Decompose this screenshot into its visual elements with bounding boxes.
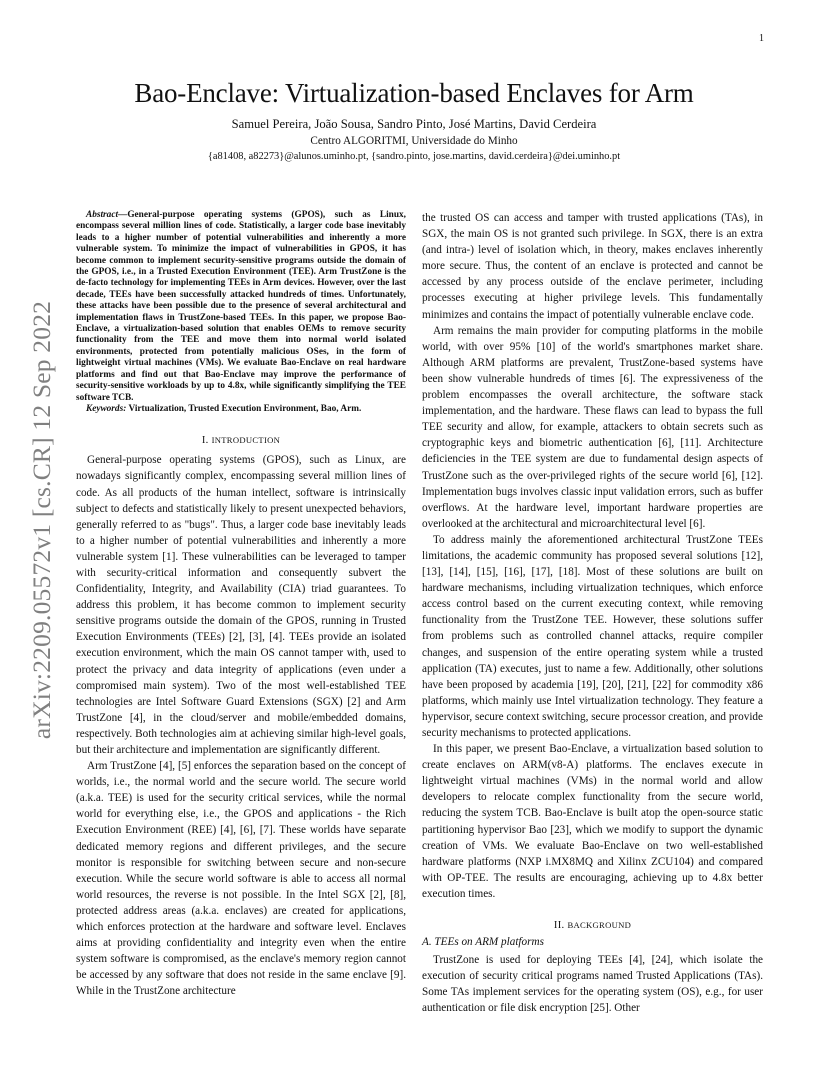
intro-paragraph-5: To address mainly the aforementioned architectural TrustZone TEEs limitations, the academic community has proposed several solutions [12], [13], [14], [15], [16], [17], [18]. Most of these solutions are built on hardware mechanisms, including virtualization techniques, which enforce access control based on the current executing context, while removing functionality from the TrustZone TEE. However, these solutions suffer from problems such as controlled channel attacks, require compiler changes, and suspension of the entire operating system while a trusted application (TA) executes, just to name a few. Additionally, other solutions have been proposed by academia [19], [20], [21], [22] for commodity x86 platforms, which mainly use Intel virtualization technology. They feature a hypervisor, secure context switching, secure processor creation, and provide security mechanisms to protected applications. <box>422 533 763 739</box>
email-addresses: {a81408, a82273}@alunos.uminho.pt, {sandro.pinto, jose.martins, david.cerdeira}@dei.uminho.pt <box>207 151 621 162</box>
section-heading-background: II. BACKGROUND <box>553 920 632 932</box>
keywords-text: Virtualization, Trusted Execution Environment, Bao, Arm. <box>126 403 362 414</box>
right-column <box>422 210 763 1016</box>
left-column <box>76 210 406 1000</box>
intro-paragraph-4: Arm remains the main provider for computing platforms in the mobile world, with over 95% [10] of the world's smartphones market share. Although ARM platforms are prevalent, TrustZone-based systems have been show vulnerable hundreds of times [6]. The expressiveness of the problem encompasses the overall architecture, the software stack implementation, and the hardware. These flaws can lead to bypass the full TEE security and allow, for example, attackers to obtain secrets such as cryptographic keys and biometric authentication [6], [11]. Architecture deficiencies in the TEE system are due to fundamental design aspects of TrustZone such as the over-privileged rights of the secure world [6], [12]. Implementation bugs involves classic input validation errors, such as buffer overflows. At the hardware level, important hardware properties are overlooked at the architectural and microarchitectural level [6]. <box>422 324 763 530</box>
abstract-label: Abstract <box>86 210 119 220</box>
author-list: Samuel Pereira, João Sousa, Sandro Pinto, José Martins, David Cerdeira <box>231 117 597 131</box>
section-heading-introduction: I. INTRODUCTION <box>201 435 281 447</box>
intro-paragraph-3: the trusted OS can access and tamper with trusted applications (TAs), in SGX, the main OS is not granted such privilege. In SGX, there is an extra (and intra-) level of isolation which, in theory, makes enclaves inherently more secure. Thus, the content of an enclave is protected and cannot be accessed by any process outside of the enclave perimeter, including processes executing at higher privilege levels. This fundamentally minimizes and contains the impact of potentially vulnerable enclave code. <box>422 212 763 321</box>
intro-paragraph-2: Arm TrustZone [4], [5] enforces the separation based on the concept of worlds, i.e., the normal world and the secure world. The secure world (a.k.a. TEE) is used for the security critical services, while the normal world for everything else, i.e., the GPOS and applications - the Rich Execution Environment (REE) [4], [6], [7]. These worlds have separate dedicated memory regions and different privileges, and the secure monitor is responsible for switching between secure and non-secure execution. While the secure world software is able to access all normal world resources, the reverse is not possible. In the Intel SGX [2], [8], protected address areas (a.k.a. enclaves) are created for applications, which enforces protection at the hardware and software level. Enclaves aims at providing confidentiality and integrity even when the entire system software is compromised, as the enclave's memory region cannot be accessed by any software that does not reside in the same enclave [9]. While in the TrustZone architecture <box>76 760 406 998</box>
background-paragraph-1: TrustZone is used for deploying TEEs [4], [24], which isolate the execution of security critical programs named Trusted Applications (TAs). Some TAs implement services for the operating system (OS), e.g., for user authentication or file disk encryption [25]. Other <box>422 954 763 1015</box>
affiliation: Centro ALGORITMI, Universidade do Minho <box>310 135 518 147</box>
arxiv-identifier: arXiv:2209.05572v1 [cs.CR] 12 Sep 2022 <box>27 300 56 740</box>
arxiv-watermark <box>20 290 64 750</box>
keywords <box>76 404 406 415</box>
abstract <box>76 210 406 404</box>
keywords-label: Keywords: <box>86 403 127 414</box>
paper-title: Bao-Enclave: Virtualization-based Enclaves for Arm <box>134 78 694 108</box>
intro-paragraph-6: In this paper, we present Bao-Enclave, a virtualization based solution to create enclaves on ARM(v8-A) platforms. The enclaves execute in lightweight virtual machines (VMs) in the normal world and allow developers to relocate complex functionality from the secure world, reducing the system TCB. Bao-Enclave is built atop the open-source static partitioning hypervisor Bao [23], which we modify to support the dynamic creation of VMs. We evaluate Bao-Enclave on two well-established hardware platforms (NXP i.MX8MQ and Xilinx ZCU104) and compared with OP-TEE. The results are encouraging, achieving up to 4.8x better execution times. <box>422 743 763 900</box>
subsection-heading-tees: A. TEEs on ARM platforms <box>422 936 544 949</box>
page-number: 1 <box>759 33 764 44</box>
intro-paragraph-1: General-purpose operating systems (GPOS), such as Linux, are nowadays significantly complex, encompassing several million lines of code. As all products of the human intellect, software is intrinsically subject to defects and statistically likely to present unexpected behaviors, generally referred to as "bugs". Thus, a larger code base inevitably leads to a higher number of potential vulnerabilities and inherently a more vulnerable system [1]. These vulnerabilities can be leveraged to tamper with security-critical information and consequently subvert the Confidentiality, Integrity, and Availability (CIA) triad guarantees. To address this problem, it has become common to implement security sensitive programs outside the domain of the GPOS, running in Trusted Execution Environments (TEEs) [2], [3], [4]. TEEs provide an isolated execution environment, which the main OS cannot tamper with, used to protect the privacy and data integrity of applications (even under a compromised main system). Two of the most well-established TEE technologies are Intel Software Guard Extensions (SGX) [2] and Arm TrustZone [4], in the cloud/server and mobile/embedded domains, respectively. Both technologies aim at achieving similar high-level goals, but their architecture and implementation are significantly different. <box>76 454 406 756</box>
abstract-text: —General-purpose operating systems (GPOS), such as Linux, encompass several million lines of code. Statistically, a larger code base inevitably leads to a higher number of potential vulnerabilities and inherently a more vulnerable system. To minimize the impact of vulnerabilities in GPOS, it has become common to implement security-sensitive programs outside the domain of the GPOS, i.e., in a Trusted Execution Environment (TEE). Arm TrustZone is the de-facto technology for implementing TEEs in Arm devices. However, over the last decade, TEEs have been successfully attacked hundreds of times. Unfortunately, these attacks have been possible due to the presence of several architectural and implementation flaws in TrustZone-based TEEs. In this paper, we propose Bao-Enclave, a virtualization-based solution that enables OEMs to remove security functionality from the TEE and move them into normal world isolated environments, protected from potentially malicious OSes, in the form of lightweight virtual machines (VMs). We evaluate Bao-Enclave on real hardware platforms and find out that Bao-Enclave may improve the performance of security-sensitive workloads by up to 4.8x, while significantly simplifying the TEE software TCB. <box>76 210 406 403</box>
